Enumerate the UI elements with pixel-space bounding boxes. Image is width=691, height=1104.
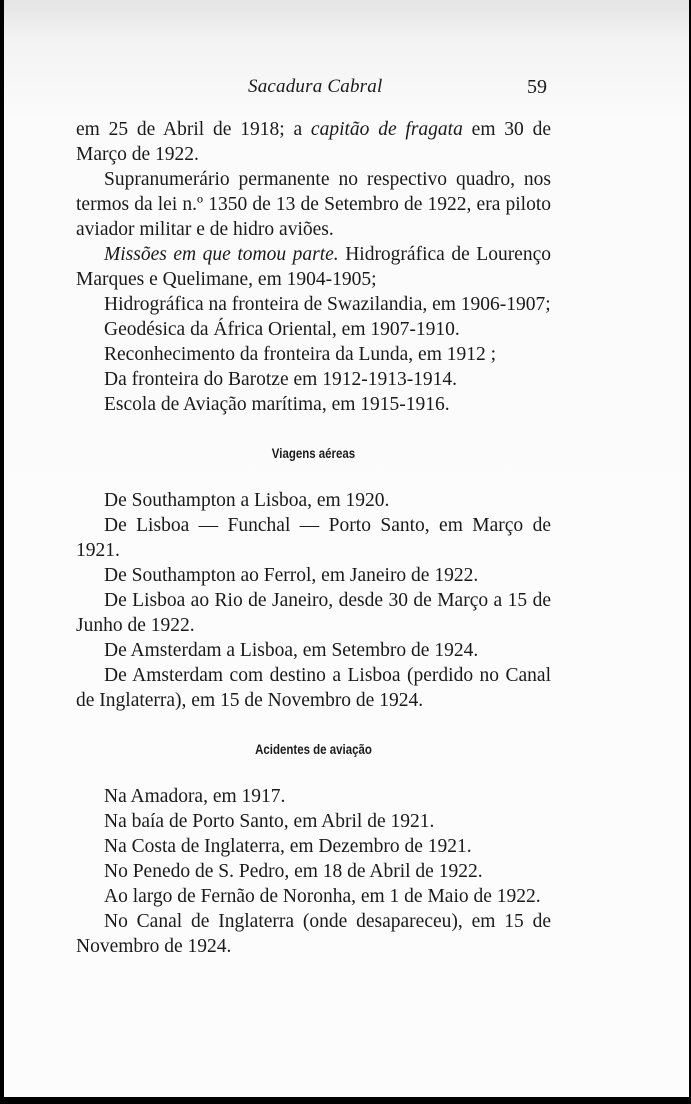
flight-item: De Southampton ao Ferrol, em Janeiro de 1922. [104, 565, 479, 586]
mission-item: Da fronteira do Barotze em 1912-1913-1914. [104, 369, 458, 390]
accident-item: No Penedo de S. Pedro, em 18 de Abril de 1922. [104, 861, 483, 882]
page-header [4, 76, 689, 104]
flight-item: De Lisboa ao Rio de Janeiro, desde 30 de Março a 15 de Junho de 1922. [76, 590, 551, 636]
accident-item: Na Amadora, em 1917. [104, 786, 286, 807]
flight-item: De Lisboa — Funchal — Porto Santo, em Março de 1921. [76, 515, 551, 561]
running-title: Sacadura Cabral [248, 76, 383, 97]
mission-item: Escola de Aviação marítima, em 1915-1916. [104, 394, 450, 415]
page-number: 59 [527, 76, 547, 98]
accident-item: Na Costa de Inglaterra, em Dezembro de 1921. [104, 836, 472, 857]
mission-item: Geodésica da África Oriental, em 1907-1910. [104, 319, 460, 340]
mission-item: Hidrográfica na fronteira de Swazilandia, em 1906-1907; [104, 294, 551, 315]
flights-heading: Viagens aéreas [271, 446, 356, 461]
mission-item: Reconhecimento da fronteira da Lunda, em 1912 ; [104, 344, 497, 365]
body-text [76, 117, 551, 959]
missions-label: Missões em que tomou parte. [104, 244, 339, 265]
missions-paragraph: Missões em que tomou parte. Hidrográfica de Lourenço Marques e Quelimane, em 1904-1905; [76, 244, 551, 290]
flight-item: De Southampton a Lisboa, em 1920. [104, 490, 390, 511]
flight-item: De Amsterdam com destino a Lisboa (perdido no Canal de Inglaterra), em 15 de Novembro de 1924. [76, 665, 551, 711]
accidents-heading: Acidentes de aviação [255, 742, 372, 757]
intro-continuation: em 25 de Abril de 1918; a capitão de fragata em 30 de Março de 1922. [76, 119, 551, 165]
book-page [4, 0, 689, 1097]
accident-item: No Canal de Inglaterra (onde desapareceu), em 15 de Novembro de 1924. [76, 911, 551, 957]
flight-item: De Amsterdam a Lisboa, em Setembro de 1924. [104, 640, 479, 661]
supranumerary-paragraph: Supranumerário permanente no respectivo quadro, nos termos da lei n.º 1350 de 13 de Setembro de 1922, era piloto aviador militar e de hidro aviões. [76, 169, 551, 240]
accident-item: Na baía de Porto Santo, em Abril de 1921. [104, 811, 435, 832]
scan-border [0, 1097, 691, 1104]
accident-item: Ao largo de Fernão de Noronha, em 1 de Maio de 1922. [104, 886, 541, 907]
